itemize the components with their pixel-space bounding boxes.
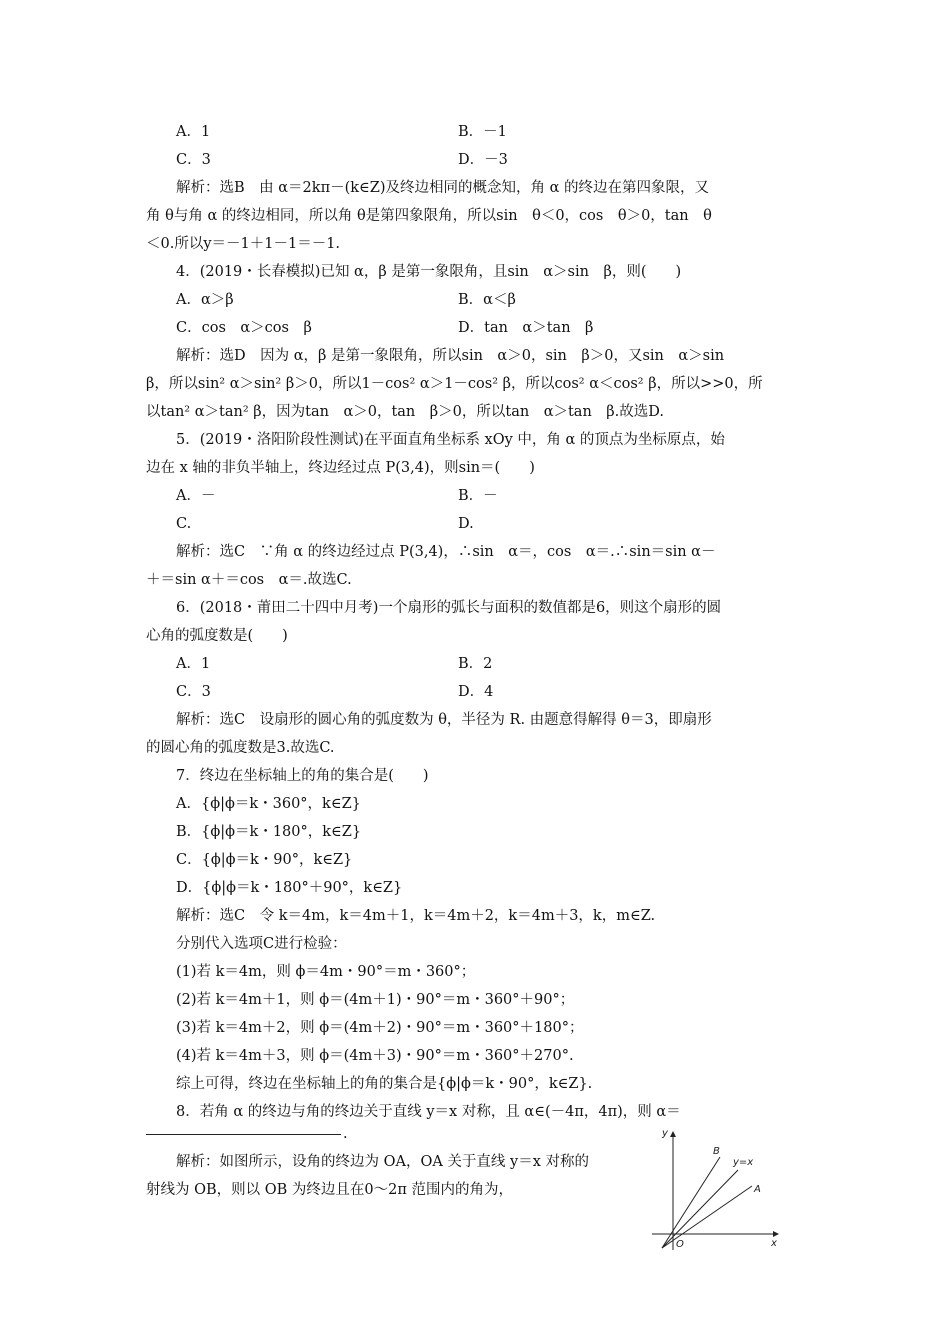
q7-stem: 7．终边在坐标轴上的角的集合是( ) xyxy=(176,768,429,784)
q8-solution-line: 射线为 OB，则以 OB 为终边且在0～2π 范围内的角为， xyxy=(146,1182,514,1198)
q3-option-b: B．－1 xyxy=(458,124,507,140)
q4-stem: 4．(2019・长春模拟)已知 α，β 是第一象限角，且sin α＞sin β，则( ) xyxy=(176,264,682,280)
q7-solution-line: (2)若 k＝4m＋1，则 ϕ＝(4m＋1)・90°＝m・360°＋90°； xyxy=(176,992,575,1008)
q6-option-a: A．1 xyxy=(176,656,211,672)
q3-option-d: D．－3 xyxy=(458,152,508,168)
coordinate-figure xyxy=(640,1124,790,1254)
q6-option-b: B．2 xyxy=(458,656,493,672)
q8-solution-line: 解析：如图所示，设角的终边为 OA，OA 关于直线 y＝x 对称的 xyxy=(176,1154,590,1170)
q5-option-c: C. xyxy=(176,516,192,532)
q3-solution-line: 角 θ与角 α 的终边相同，所以角 θ是第四象限角，所以sin θ＜0，cos θ＞0，tan θ xyxy=(146,208,712,224)
q3-solution-line: 解析：选B 由 α＝2kπ－(k∈Z)及终边相同的概念知，角 α 的终边在第四象限，又 xyxy=(176,180,710,196)
q5-stem-line: 边在 x 轴的非负半轴上，终边经过点 P(3,4)，则sin＝( ) xyxy=(146,460,535,476)
point-b-label: B xyxy=(713,1146,720,1157)
q3-solution-line: ＜0.所以y＝－1＋1－1＝－1. xyxy=(146,236,341,252)
q4-solution-line: β，所以sin² α＞sin² β＞0，所以1－cos² α＞1－cos² β，所以cos² α＜cos² β，所以>>0，所 xyxy=(146,376,763,392)
q4-option-c: C．cos α＞cos β xyxy=(176,320,312,336)
q4-option-d: D．tan α＞tan β xyxy=(458,320,594,336)
answer-blank xyxy=(146,1134,341,1135)
y-axis-label: y xyxy=(662,1128,668,1139)
q3-option-a: A．1 xyxy=(176,124,211,140)
q6-solution-line: 解析：选C 设扇形的圆心角的弧度数为 θ，半径为 R. 由题意得解得 θ＝3，即扇形 xyxy=(176,712,712,728)
line-label: y=x xyxy=(733,1157,754,1168)
q5-stem-line: 5．(2019・洛阳阶段性测试)在平面直角坐标系 xOy 中，角 α 的顶点为坐标原点，始 xyxy=(176,432,725,448)
q7-option-c: C．{ϕ|ϕ＝k・90°，k∈Z} xyxy=(176,852,353,868)
q7-option-d: D．{ϕ|ϕ＝k・180°＋90°，k∈Z} xyxy=(176,880,403,896)
q6-option-c: C．3 xyxy=(176,684,211,700)
q5-option-b: B．－ xyxy=(458,488,498,504)
q5-option-a: A．－ xyxy=(176,488,216,504)
q7-solution-line: (3)若 k＝4m＋2，则 ϕ＝(4m＋2)・90°＝m・360°＋180°； xyxy=(176,1020,584,1036)
q4-solution-line: 以tan² α＞tan² β，因为tan α＞0，tan β＞0，所以tan α＞tan β.故选D. xyxy=(146,404,665,420)
q7-solution-line: 综上可得，终边在坐标轴上的角的集合是{ϕ|ϕ＝k・90°，k∈Z}. xyxy=(176,1076,593,1092)
q6-option-d: D．4 xyxy=(458,684,494,700)
q7-solution-line: 分别代入选项C进行检验： xyxy=(176,936,347,952)
answer-blank-period: . xyxy=(343,1126,348,1142)
q7-solution-line: (1)若 k＝4m，则 ϕ＝4m・90°＝m・360°； xyxy=(176,964,476,980)
q7-option-b: B．{ϕ|ϕ＝k・180°，k∈Z} xyxy=(176,824,362,840)
q5-solution-line: 解析：选C ∵角 α 的终边经过点 P(3,4)，∴sin α＝，cos α＝.∴sin＝sin α－ xyxy=(176,544,716,560)
q4-option-a: A．α＞β xyxy=(176,292,234,308)
q6-solution-line: 的圆心角的弧度数是3.故选C. xyxy=(146,740,335,756)
point-a-label: A xyxy=(754,1184,761,1195)
x-axis-label: x xyxy=(771,1238,777,1249)
origin-label: O xyxy=(676,1239,684,1250)
q7-solution-line: 解析：选C 令 k＝4m，k＝4m＋1，k＝4m＋2，k＝4m＋3，k，m∈Z. xyxy=(176,908,656,924)
q3-option-c: C．3 xyxy=(176,152,211,168)
q6-stem-line: 心角的弧度数是( ) xyxy=(146,628,288,644)
q4-option-b: B．α＜β xyxy=(458,292,516,308)
q8-stem: 8．若角 α 的终边与角的终边关于直线 y＝x 对称，且 α∈(－4π，4π)，则 α＝ xyxy=(176,1104,681,1120)
q4-solution-line: 解析：选D 因为 α，β 是第一象限角，所以sin α＞0，sin β＞0，又sin α＞sin xyxy=(176,348,725,364)
q7-option-a: A．{ϕ|ϕ＝k・360°，k∈Z} xyxy=(176,796,361,812)
q6-stem-line: 6．(2018・莆田二十四中月考)一个扇形的弧长与面积的数值都是6，则这个扇形的圆 xyxy=(176,600,722,616)
q5-solution-line: ＋＝sin α＋＝cos α＝.故选C. xyxy=(146,572,352,588)
q5-option-d: D. xyxy=(458,516,474,532)
q7-solution-line: (4)若 k＝4m＋3，则 ϕ＝(4m＋3)・90°＝m・360°＋270°. xyxy=(176,1048,574,1064)
